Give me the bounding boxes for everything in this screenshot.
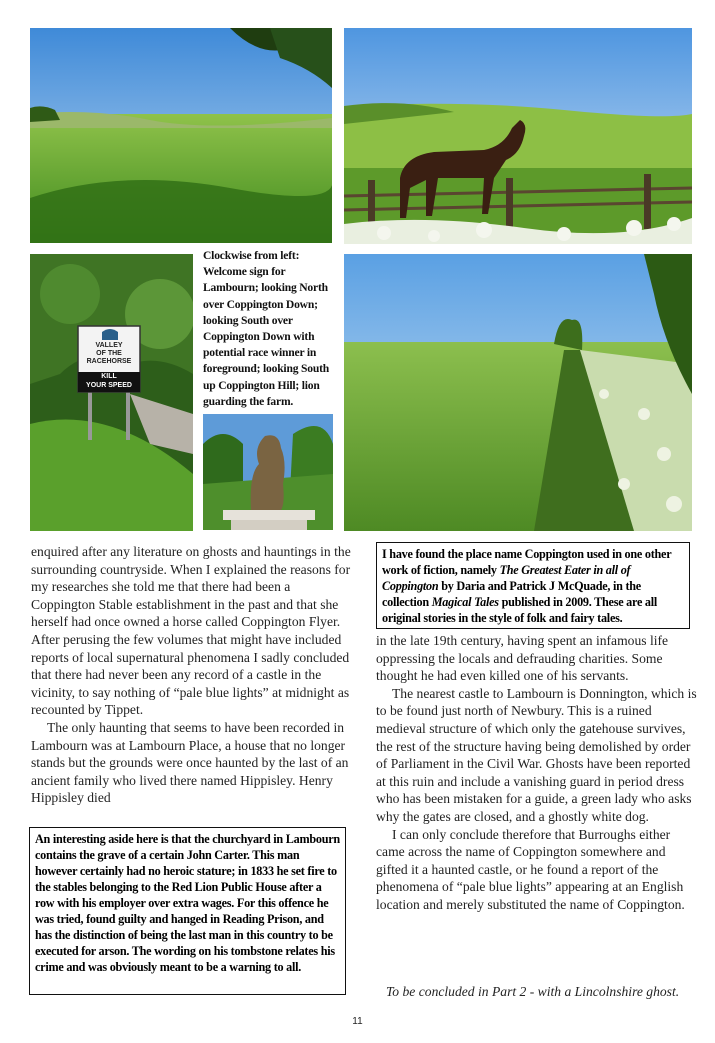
aside-box-john-carter: An interesting aside here is that the churchyard in Lambourn contains the grave of a certain John Carter. This man however certainly had no heroic stature; in 1833 he set fire to the stables belonging to the Red Lion Public House after a row with his employer over extra wages. For this offence he was tried, found guilty and hanged in Reading Prison, and has the distinction of being the last man in this country to be executed for arson. The wording on his tombstone relates his crime and was obviously meant to be a warning to all. — [29, 827, 346, 995]
photo-caption: Clockwise from left: Welcome sign for Lambourn; looking North over Coppington Down; looking South over Coppington Down with potential race winner in foreground; looking South up Coppington Hill; lion guarding the farm. — [203, 249, 330, 408]
sign-line-1: VALLEY — [95, 342, 123, 349]
right-paragraph-3: I can only conclude therefore that Burroughs either came across the name of Coppington somewhere and gifted it a haunted castle, or he found a report of the phenomena of “pale blue lights” appearing at an English location and merely substituted the name of Coppington. — [376, 826, 685, 912]
sign-line-5: YOUR SPEED — [86, 381, 132, 389]
fiction-book-2: Magical Tales — [431, 595, 499, 609]
page-number: 11 — [352, 1016, 363, 1027]
left-column-text — [31, 543, 351, 807]
photo-coppington-hill-path — [344, 254, 692, 531]
fiction-text-3: published in 2009. These are all original stories in the style of folk and fairy tales. — [382, 595, 658, 625]
aside-box-fiction — [376, 542, 690, 629]
sign-text-bottom — [78, 373, 140, 390]
photo-lion-statue — [203, 414, 333, 530]
left-paragraph-2: The only haunting that seems to have been recorded in Lambourn was at Lambourn Place, a house that no longer stands but the grounds were once haunted by the last of an ancient family who lived there named Hippisley. Henry Hippisley died — [31, 719, 349, 806]
fiction-book-1: The Greatest Eater in all of Coppington — [382, 563, 631, 593]
photo-coppington-down-north — [30, 28, 332, 243]
right-paragraph-1: in the late 19th century, having spent an infamous life oppressing the locals and defrauding charities. Some thought he had even killed one of his servants. — [376, 633, 669, 684]
sign-text-top — [78, 342, 140, 366]
sign-line-4: KILL — [101, 373, 117, 380]
fiction-text-2: by Daria and Patrick J McQuade, in the collection — [382, 579, 641, 609]
right-paragraph-2: The nearest castle to Lambourn is Donnington, which is to be found just north of Newbury. This is a ruined medieval structure of which only the gatehouse survives, the rest of the structure having being demolished by order of Parliament in the Civil War. Ghosts have been reported at this ruin and include a vanishing guard in period dress who has been mistaken for a guide, a green lady who asks why the gates are closed, and a ghostly white dog. — [376, 685, 697, 824]
conclusion-note: To be concluded in Part 2 - with a Lincolnshire ghost. — [386, 984, 680, 999]
fiction-text-1: I have found the place name Coppington used in one other work of fiction, namely — [382, 547, 672, 577]
photo-lambourn-welcome-sign — [30, 254, 193, 531]
sign-line-3: RACEHORSE — [86, 358, 132, 365]
photo-horse-coppington-down-south — [344, 28, 692, 244]
left-paragraph-1: enquired after any literature on ghosts and hauntings in the surrounding countryside. When I explained the reasons for my researches she told me that there had been a Coppington Stable establishment in the past and that she herself had once owned a horse called Coppington Flyer. After perusing the few volumes that might have included reports of local supernatural phenomena I sadly concluded that there had never been any record of a castle in the vicinity, to say nothing of “pale blue lights” at midnight as recounted by Tippet. — [31, 544, 351, 718]
sign-line-2: OF THE — [96, 350, 122, 357]
right-column-text — [376, 632, 698, 914]
